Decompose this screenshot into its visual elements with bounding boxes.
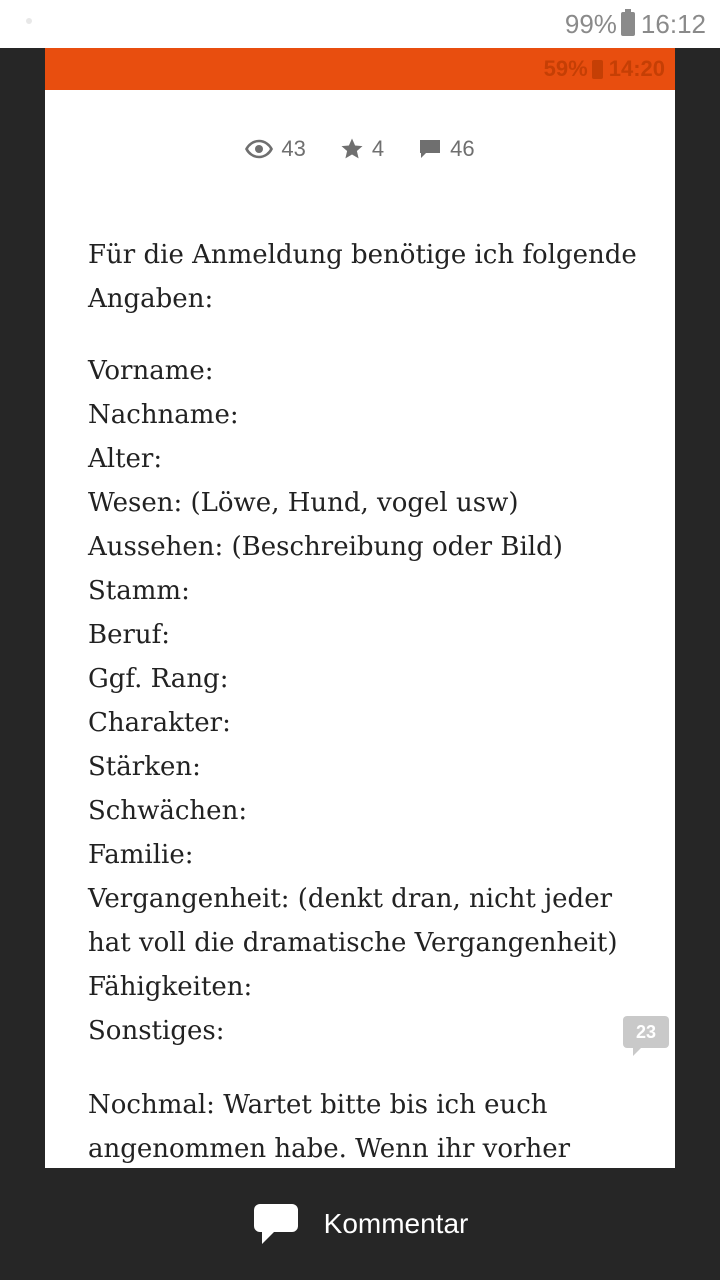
list-item: Alter:	[88, 444, 163, 474]
comment-button-label: Kommentar	[323, 1208, 469, 1239]
eye-icon	[245, 139, 273, 159]
inner-clock: 14:20	[608, 56, 665, 81]
star-icon	[340, 137, 364, 161]
list-item: Aussehen: (Beschreibung oder Bild)	[88, 532, 563, 562]
outro-line: angenommen habe. Wenn ihr vorher	[88, 1134, 571, 1164]
comments-count: 46	[450, 136, 475, 161]
intro-paragraph: Für die Anmeldung benötige ich folgende Angaben:	[88, 240, 637, 314]
list-item: Charakter:	[88, 708, 231, 738]
inner-battery-percent: 59%	[543, 56, 588, 81]
comment-icon	[418, 138, 442, 160]
comment-button[interactable]	[0, 1168, 720, 1280]
list-item: Nachname:	[88, 400, 239, 430]
list-item: hat voll die dramatische Vergangenheit)	[88, 928, 618, 958]
battery-indicator	[565, 9, 641, 40]
list-item: Wesen: (Löwe, Hund, vogel usw)	[88, 488, 519, 518]
list-item: Schwächen:	[88, 796, 248, 826]
speech-bubble-icon	[252, 1202, 300, 1246]
list-item: Sonstiges:	[88, 1016, 225, 1046]
shared-screenshot[interactable]	[45, 48, 675, 1168]
list-item: Vorname:	[88, 356, 214, 386]
list-item: Beruf:	[88, 620, 171, 650]
inline-comment-count: 23	[635, 1021, 657, 1042]
inner-status-bar	[45, 48, 675, 90]
status-bar	[0, 0, 720, 48]
battery-percent: 99%	[564, 8, 617, 39]
inner-battery-icon	[592, 60, 603, 79]
story-stats	[45, 136, 675, 162]
clock: 16:12	[640, 8, 706, 39]
stars-stat	[340, 136, 384, 162]
list-item: Ggf. Rang:	[88, 664, 229, 694]
list-item: Fähigkeiten:	[88, 972, 253, 1002]
outro-line: Nochmal: Wartet bitte bis ich euch	[88, 1090, 548, 1120]
inline-comment-badge[interactable]	[623, 1016, 669, 1048]
stars-count: 4	[371, 136, 385, 161]
comments-stat	[418, 136, 474, 162]
list-item: Stamm:	[88, 576, 190, 606]
field-list	[88, 349, 648, 1053]
list-item: Familie:	[88, 840, 194, 870]
list-item: Stärken:	[88, 752, 201, 782]
list-item: Vergangenheit: (denkt dran, nicht jeder	[88, 884, 613, 914]
views-count: 43	[281, 136, 306, 161]
views-stat	[245, 136, 305, 162]
story-text	[88, 233, 648, 1168]
notification-dot	[26, 18, 32, 24]
battery-icon	[621, 12, 635, 36]
